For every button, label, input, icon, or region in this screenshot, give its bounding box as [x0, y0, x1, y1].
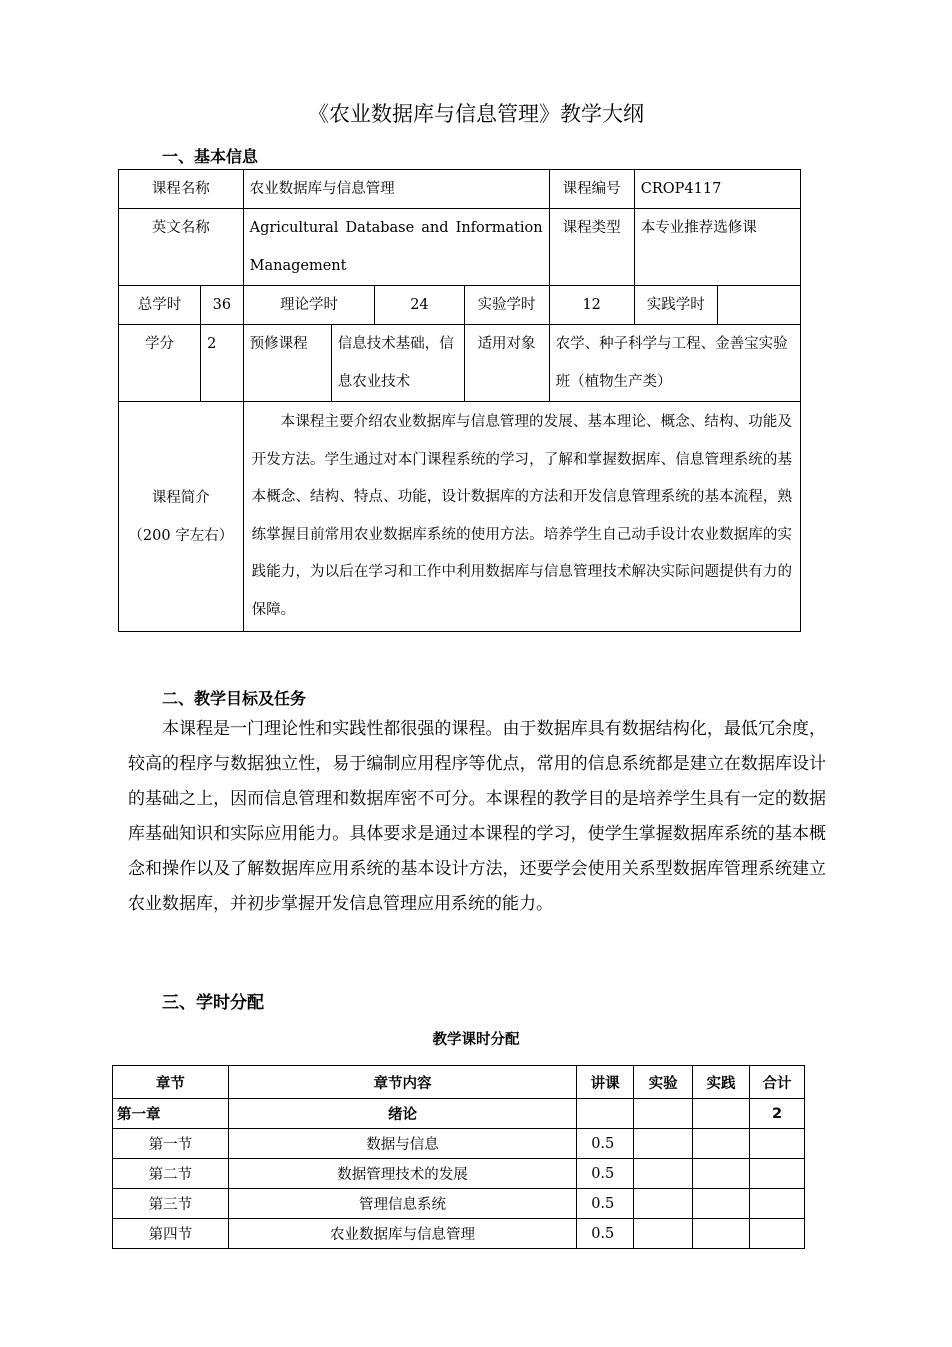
document-title: 《农业数据库与信息管理》教学大纲: [308, 102, 644, 126]
goals-paragraph-block: [128, 712, 826, 922]
audience-value: [549, 325, 800, 402]
header-lab: 实验: [634, 1066, 693, 1099]
header-lecture: 讲课: [577, 1066, 634, 1099]
section-total: [750, 1189, 805, 1219]
audience-text: 农学、种子科学与工程、金善宝实验班（植物生产类）: [555, 336, 788, 390]
course-code-label: 课程编号: [549, 170, 634, 209]
course-type-value: 本专业推荐选修课: [634, 209, 800, 286]
course-code-value: CROP4117: [634, 170, 800, 209]
total-hours-value: 36: [201, 286, 244, 325]
intro-text: 本课程主要介绍农业数据库与信息管理的发展、基本理论、概念、结构、功能及开发方法。学生通过对本门课程系统的学习，了解和掌握数据库、信息管理系统的基本概念、结构、特点、功能，设计数据库的方法和开发信息管理系统的基本流程，熟练掌握目前常用农业数据库系统的使用方法。培养学生自己动手设计农业数据库的实践能力，为以后在学习和工作中利用数据库与信息管理技术解决实际问题提供有力的保障。: [251, 414, 792, 618]
intro-note: （200 字左右）: [128, 527, 234, 544]
section-lab: [634, 1129, 693, 1159]
section-practice: [693, 1219, 750, 1249]
row-intro: [119, 402, 801, 632]
table-row: [113, 1219, 805, 1249]
english-name-line1: Agricultural Database and Information: [249, 220, 543, 236]
section-lab: [634, 1219, 693, 1249]
section-name: 第三节: [113, 1189, 229, 1219]
section-practice: [693, 1129, 750, 1159]
credits-value: 2: [201, 325, 244, 402]
section-content: 数据管理技术的发展: [228, 1159, 576, 1189]
total-hours-label: 总学时: [119, 286, 201, 325]
prereq-value: 信息技术基础，信息农业技术: [331, 325, 464, 402]
chapter-row: [113, 1099, 805, 1129]
chapter-name: 第一章: [113, 1099, 229, 1129]
course-name-value: 农业数据库与信息管理: [243, 170, 549, 209]
theory-hours-value: 24: [375, 286, 464, 325]
chapter-lab: [634, 1099, 693, 1129]
section-total: [750, 1159, 805, 1189]
section-lecture: 0.5: [577, 1159, 634, 1189]
section-name: 第四节: [113, 1219, 229, 1249]
header-total: 合计: [750, 1066, 805, 1099]
section-content: 数据与信息: [228, 1129, 576, 1159]
lab-hours-label: 实验学时: [464, 286, 549, 325]
intro-cell: [243, 402, 800, 632]
chapter-practice: [693, 1099, 750, 1129]
row-english-name: [119, 209, 801, 286]
section-basic-info-heading: 一、基本信息: [162, 147, 259, 166]
lab-hours-value: 12: [549, 286, 634, 325]
hours-table: [112, 1065, 805, 1249]
intro-label-cell: [119, 402, 244, 632]
english-name-label: 英文名称: [119, 209, 244, 286]
section-name: 第一节: [113, 1129, 229, 1159]
section-lab: [634, 1189, 693, 1219]
section-total: [750, 1219, 805, 1249]
table-row: [113, 1189, 805, 1219]
section-practice: [693, 1159, 750, 1189]
audience-label: 适用对象: [464, 325, 549, 402]
section-practice: [693, 1189, 750, 1219]
row-credits: [119, 325, 801, 402]
section-lab: [634, 1159, 693, 1189]
practice-hours-label: 实践学时: [634, 286, 717, 325]
section-lecture: 0.5: [577, 1219, 634, 1249]
prereq-label: 预修课程: [243, 325, 331, 402]
english-name-value: [243, 209, 549, 286]
section-hours-heading: 三、学时分配: [162, 993, 264, 1013]
row-course-name: [119, 170, 801, 209]
section-content: 管理信息系统: [228, 1189, 576, 1219]
english-name-line2: Management: [249, 258, 347, 274]
chapter-content: 绪论: [228, 1099, 576, 1129]
table-row: [113, 1129, 805, 1159]
hours-header-row: [113, 1066, 805, 1099]
course-name-label: 课程名称: [119, 170, 244, 209]
section-name: 第二节: [113, 1159, 229, 1189]
header-chapter: 章节: [113, 1066, 229, 1099]
credits-label: 学分: [119, 325, 201, 402]
intro-label: 课程简介: [151, 489, 210, 506]
table-row: [113, 1159, 805, 1189]
section-total: [750, 1129, 805, 1159]
section-lecture: 0.5: [577, 1129, 634, 1159]
header-content: 章节内容: [228, 1066, 576, 1099]
hours-table-caption: 教学课时分配: [432, 1032, 520, 1048]
chapter-total: 2: [750, 1099, 805, 1129]
row-hours: [119, 286, 801, 325]
header-practice: 实践: [693, 1066, 750, 1099]
goals-paragraph: 本课程是一门理论性和实践性都很强的课程。由于数据库具有数据结构化，最低冗余度，较高的程序与数据独立性，易于编制应用程序等优点，常用的信息系统都是建立在数据库设计的基础之上，因而信息管理和数据库密不可分。本课程的教学目的是培养学生具有一定的数据库基础知识和实际应用能力。具体要求是通过本课程的学习，使学生掌握数据库系统的基本概念和操作以及了解数据库应用系统的基本设计方法，还要学会使用关系型数据库管理系统建立农业数据库，并初步掌握开发信息管理应用系统的能力。: [128, 719, 826, 914]
basic-info-table: [118, 169, 801, 632]
practice-hours-value: [717, 286, 800, 325]
theory-hours-label: 理论学时: [243, 286, 375, 325]
course-type-label: 课程类型: [549, 209, 634, 286]
section-lecture: 0.5: [577, 1189, 634, 1219]
section-goals-heading: 二、教学目标及任务: [162, 689, 307, 708]
chapter-lecture: [577, 1099, 634, 1129]
section-content: 农业数据库与信息管理: [228, 1219, 576, 1249]
